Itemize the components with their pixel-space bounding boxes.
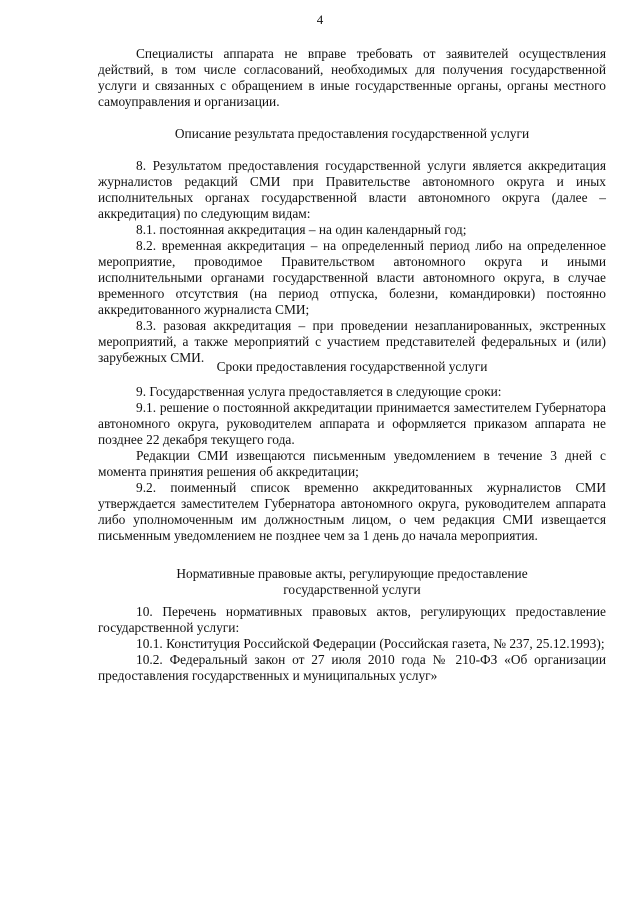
paragraph-10-2: 10.2. Федеральный закон от 27 июля 2010 года № 210-ФЗ «Об организации предоставления государственных и муниципальных услуг» — [98, 652, 606, 683]
paragraph-9-notice: Редакции СМИ извещаются письменным уведомлением в течение 3 дней с момента принятия решения об аккредитации; — [98, 448, 606, 479]
section-terms-heading-block — [98, 359, 606, 375]
section-heading-terms: Сроки предоставления государственной услуги — [216, 359, 488, 374]
paragraph-9-2: 9.2. поименный список временно аккредитованных журналистов СМИ утверждается заместителем Губернатора автономного округа, руководителем аппарата либо уполномоченным им должностным лицом, о чем редакция СМИ извещается письменным уведомлением не позднее чем за 1 день до начала мероприятия. — [98, 480, 606, 543]
section-heading-acts-line2: государственной услуги — [283, 582, 421, 597]
paragraph-8-2: 8.2. временная аккредитация – на определенный период либо на определенное мероприятие, проводимое Правительством автономного округа и иными исполнительными органами государственной власти автономного округа, в случае временного отсутствия (на период отпуска, болезни, командировки) постоянно аккредитованного журналиста СМИ; — [98, 238, 606, 317]
paragraph-8-1: 8.1. постоянная аккредитация – на один календарный год; — [136, 222, 467, 237]
section-acts-heading-block — [98, 566, 606, 598]
paragraph-9: 9. Государственная услуга предоставляется в следующие сроки: — [136, 384, 502, 399]
section-terms-body — [98, 384, 606, 544]
paragraph-10: 10. Перечень нормативных правовых актов, регулирующих предоставление государственной услуги: — [98, 604, 606, 635]
paragraph-8: 8. Результатом предоставления государственной услуги является аккредитация журналистов редакций СМИ при Правительстве автономного округа и иных исполнительных органах государственной власти автономного округа (далее – аккредитация) по следующим видам: — [98, 158, 606, 221]
section-heading-result: Описание результата предоставления государственной услуги — [174, 126, 530, 141]
intro-paragraph-block — [98, 46, 606, 110]
section-acts-body — [98, 604, 606, 684]
paragraph-8-3: 8.3. разовая аккредитация – при проведении незапланированных, экстренных мероприятий, а также мероприятий с участием представителей федеральных и (или) зарубежных СМИ. — [98, 318, 606, 365]
section-heading-acts-line1: Нормативные правовые акты, регулирующие предоставление — [176, 566, 528, 581]
section-result-heading-block — [98, 126, 606, 142]
section-result-body — [98, 158, 606, 366]
page-number: 4 — [316, 12, 324, 27]
intro-paragraph: Специалисты аппарата не вправе требовать от заявителей осуществления действий, в том числе согласований, необходимых для получения государственной услуги и связанных с обращением в иные государственные органы, органы местного самоуправления и организации. — [98, 46, 606, 109]
paragraph-9-1: 9.1. решение о постоянной аккредитации принимается заместителем Губернатора автономного округа, руководителем аппарата и оформляется приказом аппарата не позднее 22 декабря текущего года. — [98, 400, 606, 447]
paragraph-10-1: 10.1. Конституция Российской Федерации (Российская газета, № 237, 25.12.1993); — [136, 636, 605, 651]
